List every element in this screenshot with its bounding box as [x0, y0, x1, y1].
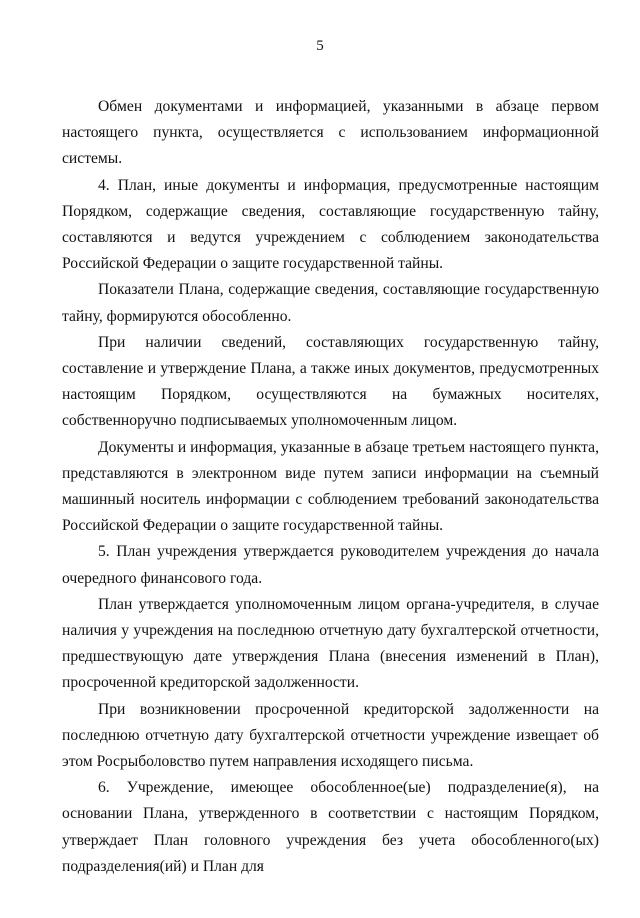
- paragraph: 5. План учреждения утверждается руководителем учреждения до начала очередного финансового года.: [62, 543, 599, 587]
- paragraph: Документы и информация, указанные в абзаце третьем настоящего пункта, представляются в электронном виде путем записи информации на съемный машинный носитель информации с соблюдением требований законодательства Российской Федерации о защите государственной тайны.: [62, 438, 599, 535]
- page-number: 5: [316, 38, 324, 54]
- document-body: [62, 94, 599, 880]
- paragraph: План утверждается уполномоченным лицом органа-учредителя, в случае наличия у учреждения на последнюю отчетную дату бухгалтерской отчетности, предшествующую дате утверждения Плана (внесения изменений в План), просроченной кредиторской задолженности.: [62, 595, 599, 692]
- paragraph: При наличии сведений, составляющих государственную тайну, составление и утверждение Плана, а также иных документов, предусмотренных настоящим Порядком, осуществляются на бумажных носителях, собственноручно подписываемых уполномоченным лицом.: [62, 333, 599, 430]
- paragraph: При возникновении просроченной кредиторской задолженности на последнюю отчетную дату бухгалтерской отчетности учреждение извещает об этом Росрыболовство путем направления исходящего письма.: [62, 700, 599, 771]
- paragraph: Обмен документами и информацией, указанными в абзаце первом настоящего пункта, осуществляется с использованием информационной системы.: [62, 98, 599, 168]
- paragraph: 6. Учреждение, имеющее обособленное(ые) подразделение(я), на основании Плана, утвержденного в соответствии с настоящим Порядком, утверждает План головного учреждения без учета обособленного(ых) подразделения(ий) и План для: [62, 779, 599, 875]
- paragraph: Показатели Плана, содержащие сведения, составляющие государственную тайну, формируются обособленно.: [62, 281, 599, 325]
- paragraph: 4. План, иные документы и информация, предусмотренные настоящим Порядком, содержащие сведения, составляющие государственную тайну, составляются и ведутся учреждением с соблюдением законодательства Российской Федерации о защите государственной тайны.: [62, 176, 599, 273]
